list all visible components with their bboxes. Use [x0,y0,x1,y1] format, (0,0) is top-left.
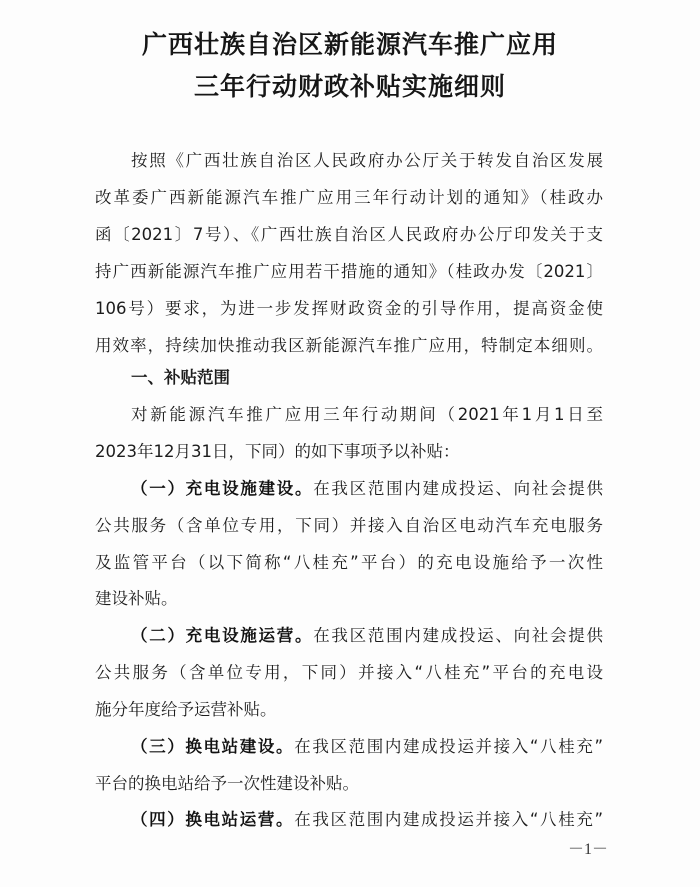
item-3-text: 在我区范围内建成投运并接入“八桂充” [294,737,604,756]
item-2-first-line [131,624,603,648]
item-2-label: （二）充电设施运营。 [131,626,314,645]
section-heading: 一、补贴范围 [131,368,230,387]
item-1-text: 在我区范围内建成投运、向社会提供 [313,479,604,498]
item-line: 平台的换电站给予一次性建设补贴。 [95,774,359,793]
item-line: 建设补贴。 [95,589,178,608]
item-line: 施分年度给予运营补贴。 [95,700,277,719]
section-line: 对新能源汽车推广应用三年行动期间（2021年1月1日至 [131,405,603,424]
intro-line: 改革委广西新能源汽车推广应用三年行动计划的通知》（桂政办 [95,188,603,207]
intro-line: 106号）要求，为进一步发挥财政资金的引导作用，提高资金使 [95,299,603,318]
page-number: －1－ [568,841,609,858]
intro-line: 用效率，持续加快推动我区新能源汽车推广应用，特制定本细则。 [95,336,603,355]
item-1-first-line [131,477,603,501]
section-line: 2023年12月31日，下同）的如下事项予以补贴： [95,442,460,461]
item-4-first-line [131,808,603,832]
item-3-first-line [131,735,603,759]
document-title-line-2: 三年行动财政补贴实施细则 [193,72,506,101]
item-line: 公共服务（含单位专用，下同）并接入自治区电动汽车充电服务 [95,516,603,535]
item-2-text: 在我区范围内建成投运、向社会提供 [313,626,604,645]
document-title-line-1: 广西壮族自治区新能源汽车推广应用 [141,30,558,59]
item-4-text: 在我区范围内建成投运并接入“八桂充” [294,810,604,829]
item-4-label: （四）换电站运营。 [131,810,295,829]
intro-line: 持广西新能源汽车推广应用若干措施的通知》（桂政办发〔2021〕 [95,262,603,281]
item-3-label: （三）换电站建设。 [131,737,295,756]
item-line: 公共服务（含单位专用，下同）并接入“八桂充”平台的充电设 [95,663,603,682]
item-1-label: （一）充电设施建设。 [131,479,314,498]
intro-line: 按照《广西壮族自治区人民政府办公厅关于转发自治区发展 [131,151,603,170]
item-line: 及监管平台（以下简称“八桂充”平台）的充电设施给予一次性 [95,553,603,572]
intro-line: 函〔2021〕7号）、《广西壮族自治区人民政府办公厅印发关于支 [95,225,603,244]
